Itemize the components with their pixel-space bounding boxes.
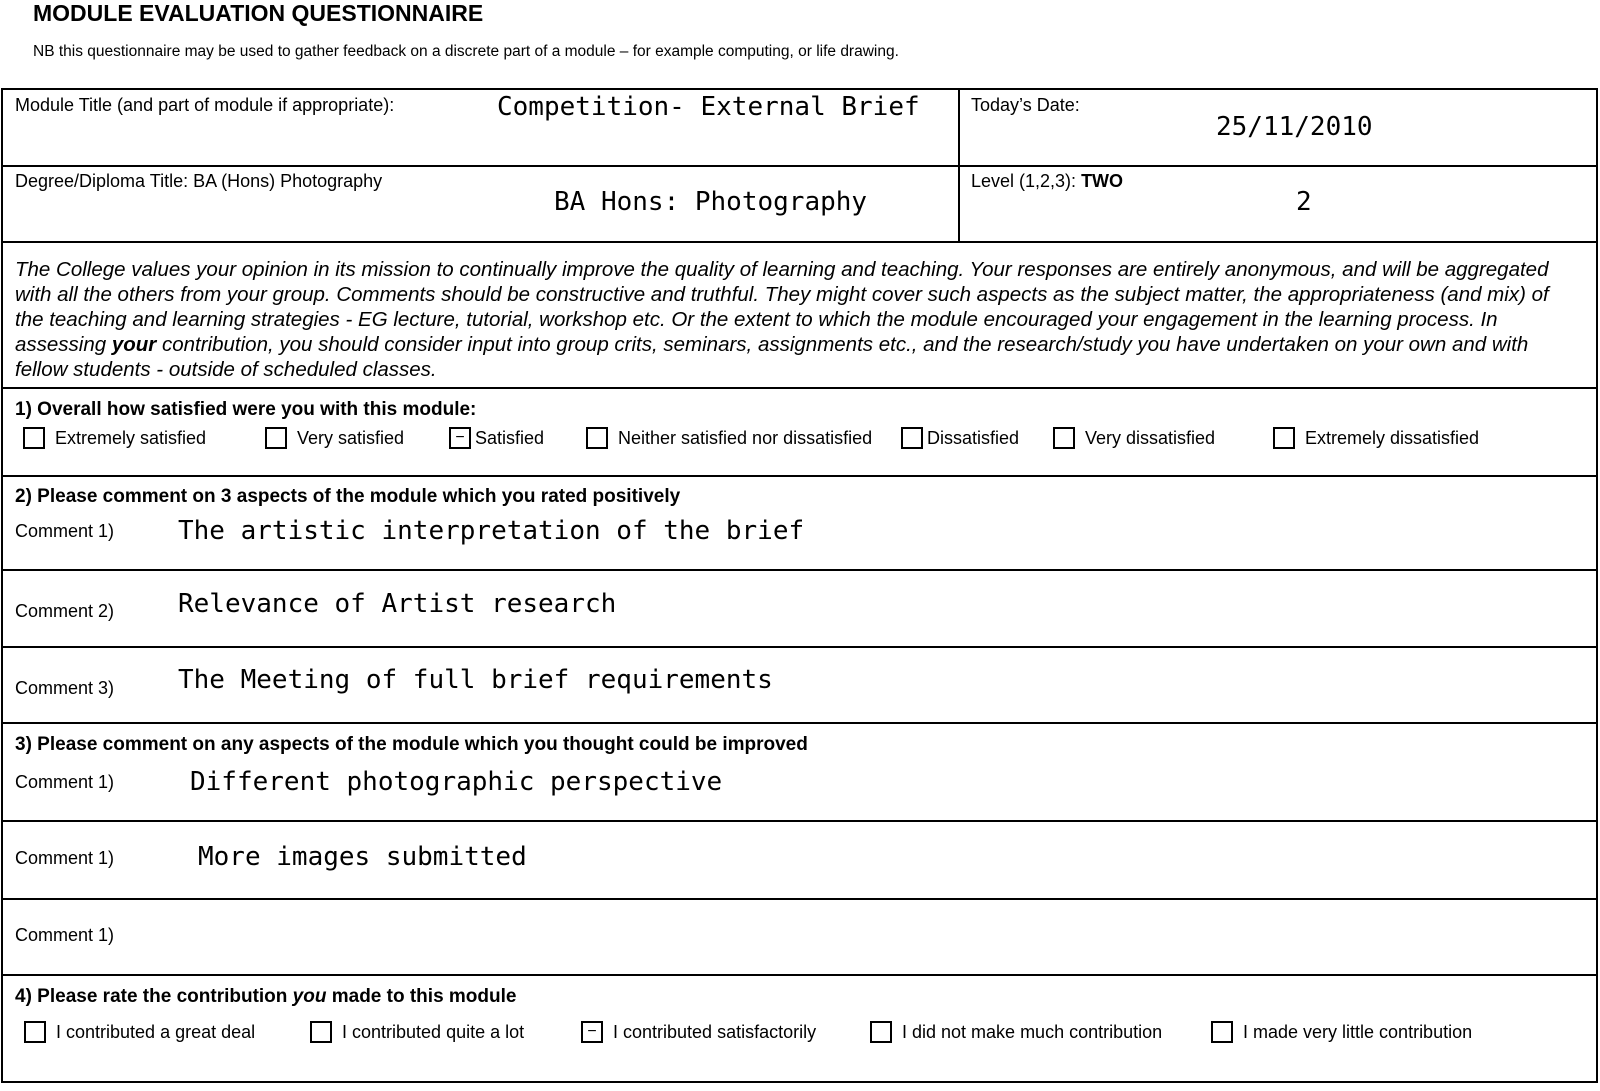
checkbox-icon[interactable] bbox=[265, 427, 287, 449]
q3-comment-2-row bbox=[3, 822, 1596, 900]
module-title-value[interactable]: Competition- External Brief bbox=[497, 92, 920, 122]
questionnaire-form bbox=[1, 88, 1598, 1083]
comment-label: Comment 3) bbox=[15, 678, 115, 698]
q1-option-satisfied[interactable] bbox=[449, 427, 544, 449]
intro-text-before: The College values your opinion in its mission to continually improve the quality of learning and teaching. Your responses are entirely anonymous, and will be aggregated with all the others from your group. Comments should be constructive and truthful. They might cover such aspects as the subject matter, the appropriateness (and mix) of the teaching and learning strategies - EG lecture, tutorial, workshop etc. Or the extent to which the module encouraged your engagement in the learning process. In assessing bbox=[15, 258, 1549, 356]
comment-label: Comment 1) bbox=[15, 521, 115, 541]
intro-text bbox=[15, 257, 1576, 382]
q1-option-very-dissatisfied[interactable] bbox=[1053, 427, 1215, 449]
q4-option-satisfactorily[interactable] bbox=[581, 1021, 816, 1043]
q4-question-after: made to this module bbox=[326, 986, 517, 1007]
intro-text-bold: your bbox=[111, 333, 157, 356]
checkbox-icon[interactable] bbox=[870, 1021, 892, 1043]
q4-row bbox=[3, 976, 1596, 1081]
q1-question: 1) Overall how satisfied were you with this module: bbox=[15, 399, 477, 420]
q1-option-neither[interactable] bbox=[586, 427, 872, 449]
q3-question: 3) Please comment on any aspects of the module which you thought could be improved bbox=[15, 734, 808, 755]
checkbox-icon[interactable] bbox=[1273, 427, 1295, 449]
checkbox-checked-icon[interactable]: − bbox=[449, 427, 471, 449]
q4-option-label: I contributed a great deal bbox=[56, 1021, 256, 1042]
comment-label: Comment 1) bbox=[15, 772, 115, 792]
q4-option-label: I contributed quite a lot bbox=[342, 1021, 525, 1042]
column-divider bbox=[958, 167, 960, 241]
module-title-label: Module Title (and part of module if appropriate): bbox=[15, 95, 395, 115]
q4-option-great-deal[interactable] bbox=[24, 1021, 255, 1043]
q1-option-label: Very dissatisfied bbox=[1085, 427, 1216, 448]
q4-option-label: I did not make much contribution bbox=[902, 1021, 1163, 1042]
q1-row bbox=[3, 389, 1596, 477]
q1-option-extremely-dissatisfied[interactable] bbox=[1273, 427, 1479, 449]
q4-option-not-much[interactable] bbox=[870, 1021, 1162, 1043]
q1-option-label: Satisfied bbox=[475, 427, 545, 448]
q1-option-dissatisfied[interactable] bbox=[901, 427, 1019, 449]
checkbox-checked-icon[interactable]: − bbox=[581, 1021, 603, 1043]
column-divider bbox=[958, 90, 960, 165]
comment-label: Comment 2) bbox=[15, 601, 115, 621]
degree-value[interactable]: BA Hons: Photography bbox=[554, 187, 868, 217]
q4-question bbox=[15, 986, 516, 1008]
level-label-text: Level (1,2,3): bbox=[971, 171, 1082, 191]
page-note: NB this questionnaire may be used to gather feedback on a discrete part of a module – for example computing, or life drawing. bbox=[33, 43, 899, 60]
date-value[interactable]: 25/11/2010 bbox=[1216, 112, 1373, 142]
comment-value[interactable]: Relevance of Artist research bbox=[178, 589, 617, 619]
comment-value[interactable]: Different photographic perspective bbox=[190, 767, 723, 797]
q1-option-label: Neither satisfied nor dissatisfied bbox=[618, 427, 873, 448]
intro-text-after: contribution, you should consider input into group crits, seminars, assignments etc., and the research/study you have undertaken on your own and with fellow students - outside of scheduled classes. bbox=[15, 333, 1529, 381]
q4-option-very-little[interactable] bbox=[1211, 1021, 1472, 1043]
q1-option-very-satisfied[interactable] bbox=[265, 427, 404, 449]
level-value[interactable]: 2 bbox=[1296, 187, 1312, 217]
q4-question-italic: you bbox=[292, 986, 327, 1007]
checkbox-icon[interactable] bbox=[1053, 427, 1075, 449]
q4-question-before: 4) Please rate the contribution bbox=[15, 986, 293, 1007]
comment-value[interactable]: More images submitted bbox=[198, 842, 527, 872]
module-title-row bbox=[3, 90, 1596, 167]
q2-comment-3-row bbox=[3, 648, 1596, 724]
checkbox-icon[interactable] bbox=[23, 427, 45, 449]
q1-option-label: Extremely dissatisfied bbox=[1305, 427, 1480, 448]
q3-comment-3-row bbox=[3, 900, 1596, 976]
q2-comment-2-row bbox=[3, 571, 1596, 648]
comment-label: Comment 1) bbox=[15, 848, 115, 868]
date-label: Today’s Date: bbox=[971, 95, 1080, 115]
degree-label: Degree/Diploma Title: BA (Hons) Photography bbox=[15, 171, 383, 191]
comment-value[interactable]: The artistic interpretation of the brief bbox=[178, 516, 805, 546]
checkbox-icon[interactable] bbox=[310, 1021, 332, 1043]
q1-option-label: Extremely satisfied bbox=[55, 427, 207, 448]
checkbox-icon[interactable] bbox=[1211, 1021, 1233, 1043]
q2-question: 2) Please comment on 3 aspects of the module which you rated positively bbox=[15, 486, 681, 507]
level-label-bold: TWO bbox=[1081, 171, 1124, 191]
page-title: MODULE EVALUATION QUESTIONNAIRE bbox=[33, 0, 484, 26]
q1-option-label: Very satisfied bbox=[297, 427, 405, 448]
comment-value[interactable]: The Meeting of full brief requirements bbox=[178, 665, 773, 695]
q4-option-label: I contributed satisfactorily bbox=[613, 1021, 817, 1042]
q2-comment-1-row bbox=[3, 477, 1596, 571]
q1-option-label: Dissatisfied bbox=[927, 427, 1020, 448]
q1-option-extremely-satisfied[interactable] bbox=[23, 427, 206, 449]
degree-row bbox=[3, 167, 1596, 243]
q4-option-quite-a-lot[interactable] bbox=[310, 1021, 524, 1043]
q3-comment-1-row bbox=[3, 724, 1596, 822]
checkbox-icon[interactable] bbox=[901, 427, 923, 449]
level-label bbox=[971, 171, 1123, 192]
comment-label: Comment 1) bbox=[15, 925, 115, 945]
checkbox-icon[interactable] bbox=[586, 427, 608, 449]
intro-row bbox=[3, 243, 1596, 389]
checkbox-icon[interactable] bbox=[24, 1021, 46, 1043]
q4-option-label: I made very little contribution bbox=[1243, 1021, 1473, 1042]
